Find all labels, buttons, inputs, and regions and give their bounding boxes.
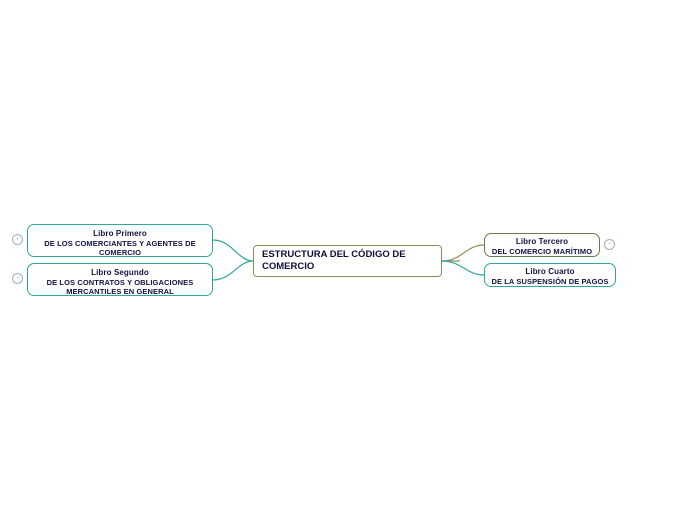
node-libro-tercero-title: Libro Tercero: [515, 237, 569, 246]
node-libro-segundo-subtitle: DE LOS CONTRATOS Y OBLIGACIONES MERCANTILES EN GENERAL: [46, 278, 194, 297]
node-libro-tercero[interactable]: [484, 233, 600, 257]
collapse-toggle-libro-segundo[interactable]: -: [12, 273, 23, 284]
node-libro-cuarto-subtitle: DE LA SUSPENSIÓN DE PAGOS: [491, 277, 609, 286]
node-libro-cuarto-title: Libro Cuarto: [525, 267, 575, 276]
node-libro-cuarto[interactable]: [484, 263, 616, 287]
collapse-toggle-libro-primero[interactable]: -: [12, 234, 23, 245]
node-libro-segundo[interactable]: [27, 263, 213, 296]
node-libro-primero-title: Libro Primero: [93, 229, 147, 238]
node-libro-primero[interactable]: [27, 224, 213, 257]
node-libro-tercero-subtitle: DEL COMERCIO MARÍTIMO: [491, 247, 593, 256]
node-libro-segundo-title: Libro Segundo: [91, 268, 149, 277]
root-node-label: ESTRUCTURA DEL CÓDIGO DE COMERCIO: [262, 248, 406, 272]
collapse-toggle-libro-tercero[interactable]: -: [604, 239, 615, 250]
root-node[interactable]: [253, 245, 442, 277]
node-libro-primero-subtitle: DE LOS COMERCIANTES Y AGENTES DE COMERCIO: [44, 239, 196, 258]
